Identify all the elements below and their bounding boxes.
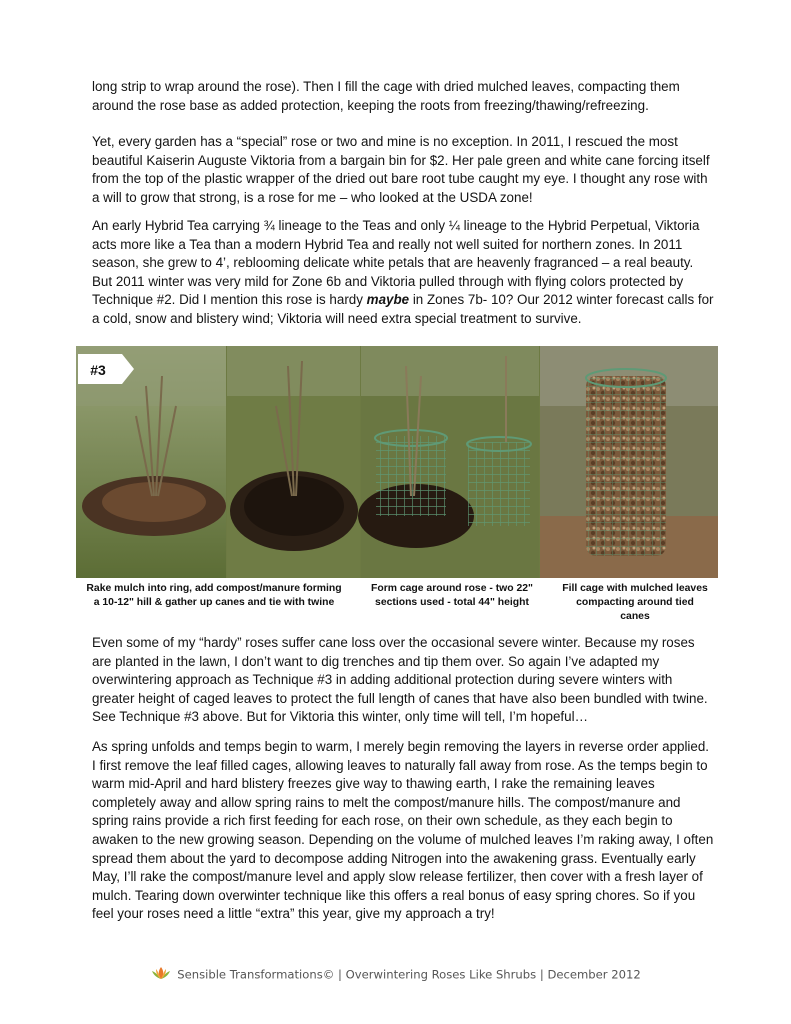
paragraph-viktoria: [92, 217, 716, 329]
paragraph-hardy-roses: Even some of my “hardy” roses suffer cane loss over the occasional severe winter. Because my roses are planted in the lawn, I don’t want to dig trenches and tip them over. So again I’ve adapted my overwintering approach as Technique #3 in adding additional protection during severe winters with greater height of caged leaves to protect the full length of canes that have also been bundled with twine. See Technique #3 above. But for Viktoria this winter, only time will tell, I’m hopeful…: [92, 635, 708, 725]
technique-3-photo-strip: [76, 346, 718, 578]
caption-step-1: Rake mulch into ring, add compost/manure forming a 10-12" hill & gather up canes and tie with twine: [86, 583, 342, 608]
technique-badge: #3: [90, 362, 106, 378]
paragraph-viktoria-part2: in Zones 7b- 10? Our 2012 winter forecast calls for a cold, snow and blistery wind; Viktoria will need extra special treatment to survive.: [92, 292, 714, 326]
lotus-icon: [150, 966, 172, 983]
photo-panel-2: [227, 346, 360, 578]
technique-3-photos: [76, 346, 718, 578]
paragraph-cage-leaves: long strip to wrap around the rose). Then I fill the cage with dried mulched leaves, compacting them around the rose base as added protection, keeping the roots from freezing/thawing/refreezing.: [92, 79, 680, 113]
paragraph-viktoria-part1: An early Hybrid Tea carrying ¾ lineage to the Teas and only ¼ lineage to the Hybrid Perpetual, Viktoria acts more like a Tea than a modern Hybrid Tea and really not well suited for northern zones. In 2011 season, she grew to 4’, reblooming delicate white petals that are heavenly fragranced – a real beauty. But 2011 winter was very mild for Zone 6b and Viktoria pulled through with flying colors protected by Technique #2. Did I mention this rose is hardy: [92, 218, 700, 308]
caption-step-3: Fill cage with mulched leaves compacting around tied canes: [562, 583, 708, 622]
paragraph-special-rose: Yet, every garden has a “special” rose or two and mine is no exception. In 2011, I rescued the most beautiful Kaiserin Auguste Viktoria from a bargain bin for $2. Her pale green and white cane forcing itself from the top of the plastic wrapper of the dried out bare root tube caught my eye. I thought any rose with a will to grow that strong, is a rose for me – who looked at the USDA zone!: [92, 134, 710, 205]
photo-panel-4: [540, 346, 718, 578]
photo-panel-3: [358, 346, 539, 578]
caption-step-2: Form cage around rose - two 22" sections used - total 44" height: [371, 583, 533, 608]
footer-text: Sensible Transformations© | Overwintering Roses Like Shrubs | December 2012: [177, 967, 641, 982]
page-footer: [0, 966, 791, 983]
emphasis-maybe: maybe: [366, 292, 410, 308]
paragraph-spring: As spring unfolds and temps begin to warm, I merely begin removing the layers in reverse order applied. I first remove the leaf filled cages, allowing leaves to naturally fall away from rose. As the temps begin to warm mid-April and hard blistery freezes give way to thawing earth, I rake the remaining leaves completely away and allow spring rains to melt the compost/manure hills. The compost/manure and spring rains provide a rich first feeding for each rose, on their own schedule, as they each begin to awaken to the new growing season. Depending on the volume of mulched leaves I’m raking away, I often spread them about the yard to decompose adding Nitrogen into the awakening grass. Eventually early May, I’ll rake the compost/manure level and apply slow release fertilizer, then cover with a fresh layer of mulch. Tearing down overwinter technique like this offers a real bonus of easy spring chores. So if you feel your roses need a little “extra” this year, give my approach a try!: [92, 739, 714, 922]
